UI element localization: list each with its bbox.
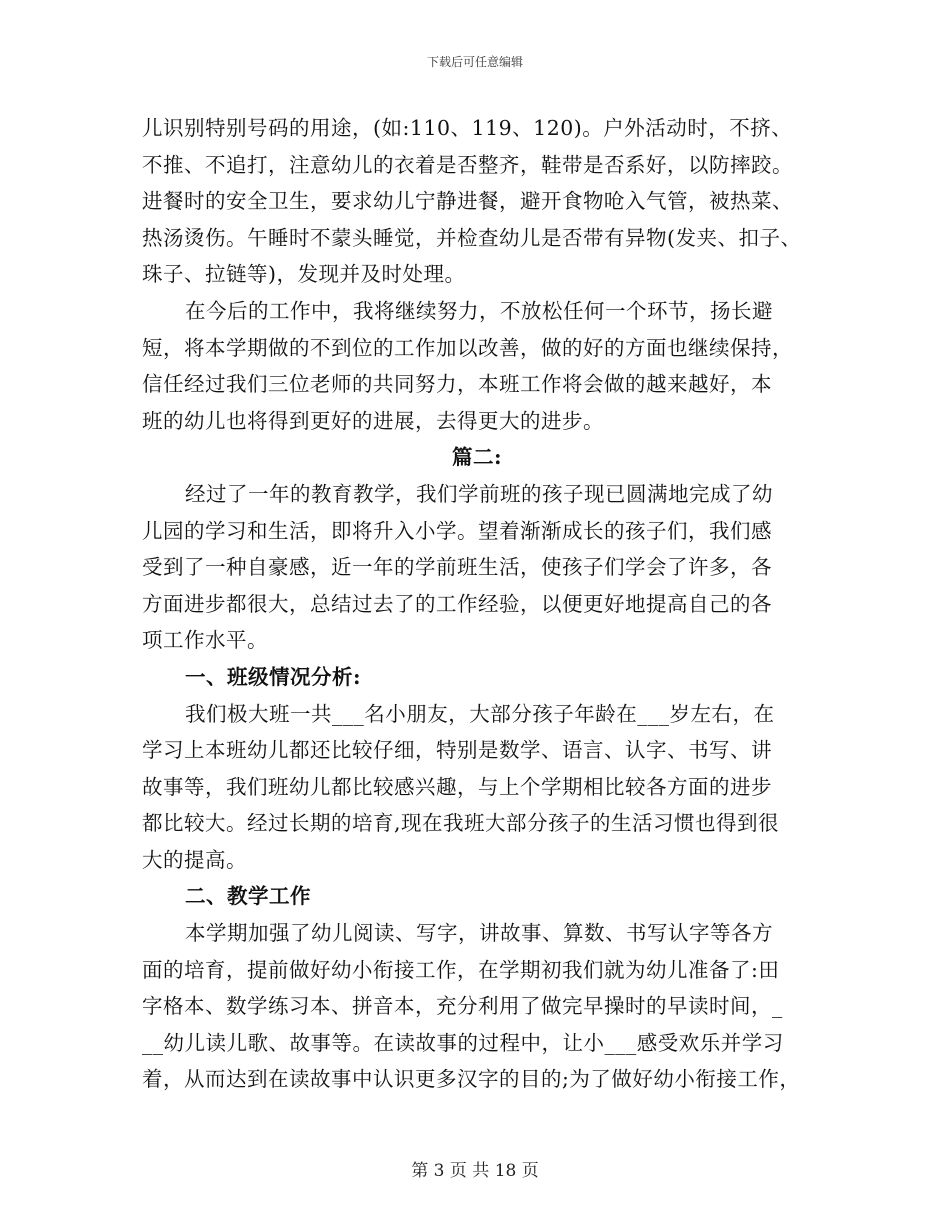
paragraph-line: 受到了一种自豪感，近一年的学前班生活，使孩子们学会了许多，各	[142, 555, 772, 580]
paragraph-line: 学习上本班幼儿都还比较仔细，特别是数学、语言、认字、书写、讲	[142, 738, 772, 763]
paragraph-line: 经过了一年的教育教学，我们学前班的孩子现已圆满地完成了幼	[185, 481, 773, 506]
paragraph-line: 着，从而达到在读故事中认识更多汉字的目的;为了做好幼小衔接工作，	[142, 1067, 801, 1092]
paragraph-line: 在今后的工作中，我将继续努力，不放松任何一个环节，扬长避	[185, 298, 773, 323]
paragraph-line: __幼儿读儿歌、故事等。在读故事的过程中，让小___感受欢乐并学习	[142, 1030, 784, 1055]
paragraph-line: 本学期加强了幼儿阅读、写字，讲故事、算数、书写认字等各方	[185, 921, 773, 946]
page-header: 下载后可任意编辑	[426, 55, 523, 69]
paragraph-line: 信任经过我们三位老师的共同努力，本班工作将会做的越来越好，本	[142, 372, 772, 397]
document-body	[142, 110, 812, 1098]
page-footer: 第 3 页 共 18 页	[411, 1161, 539, 1181]
section-heading: 二、教学工作	[185, 884, 311, 909]
paragraph-line: 大的提高。	[142, 847, 247, 872]
paragraph-line: 故事等，我们班幼儿都比较感兴趣，与上个学期相比较各方面的进步	[142, 774, 772, 799]
section-title: 篇二:	[451, 445, 503, 470]
paragraph-line: 短，将本学期做的不到位的工作加以改善，做的好的方面也继续保持，	[142, 335, 793, 360]
paragraph-line: 字格本、数学练习本、拼音本，充分利用了做完早操时的早读时间，_	[142, 994, 783, 1019]
paragraph-line: 我们极大班一共___名小朋友，大部分孩子年龄在___岁左右，在	[185, 701, 775, 726]
paragraph-line: 珠子、拉链等)，发现并及时处理。	[142, 262, 466, 287]
section-heading: 一、班级情况分析:	[185, 664, 362, 689]
paragraph-line: 面的培育，提前做好幼小衔接工作，在学期初我们就为幼儿准备了:田	[142, 957, 780, 982]
paragraph-line: 热汤烫伤。午睡时不蒙头睡觉，并检查幼儿是否带有异物(发夹、扣子、	[142, 225, 802, 250]
paragraph-line: 儿园的学习和生活，即将升入小学。望着渐渐成长的孩子们，我们感	[142, 518, 772, 543]
paragraph-line: 进餐时的安全卫生，要求幼儿宁静进餐，避开食物呛入气管，被热菜、	[142, 189, 793, 214]
paragraph-line: 儿识别特别号码的用途，(如:110、119、120)。户外活动时，不挤、	[142, 116, 793, 140]
paragraph-line: 班的幼儿也将得到更好的进展，去得更大的进步。	[142, 408, 604, 433]
paragraph-line: 项工作水平。	[142, 628, 268, 653]
paragraph-line: 不推、不追打，注意幼儿的衣着是否整齐，鞋带是否系好，以防摔跤。	[142, 152, 793, 177]
paragraph-line: 方面进步都很大，总结过去了的工作经验，以便更好地提高自己的各	[142, 591, 772, 616]
paragraph-line: 都比较大。经过长期的培育,现在我班大部分孩子的生活习惯也得到很	[142, 811, 780, 836]
